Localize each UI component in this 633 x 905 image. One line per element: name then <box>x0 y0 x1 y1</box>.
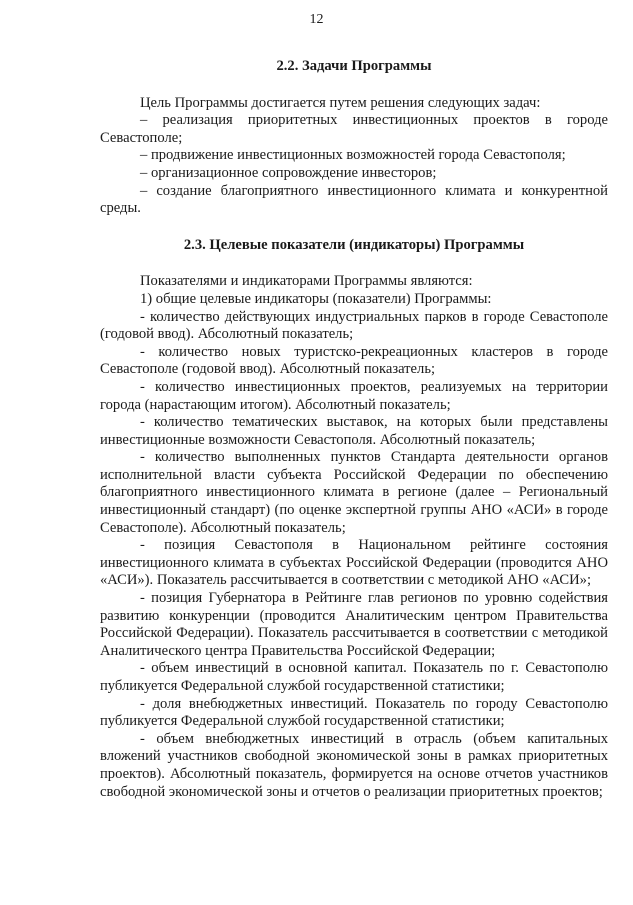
indicator-item: - позиция Губернатора в Рейтинге глав регионов по уровню содействия развитию конкуренции (проводится Аналитическим центром Правительства Российской Федерации). Показатель рассчитывается в соответствии с методикой Аналитического центра Правительства Российской Федерации; <box>100 590 608 659</box>
indicator-item: - объем внебюджетных инвестиций в отрасль (объем капитальных вложений участников свободной экономической зоны в рамках приоритетных проектов). Абсолютный показатель, формируется на основе отчетов участников свободной экономической зоны и отчетов о реализации приоритетных проектов; <box>100 730 608 800</box>
task-item: – продвижение инвестиционных возможностей города Севастополя; <box>140 147 566 164</box>
indicator-item: - объем инвестиций в основной капитал. Показатель по г. Севастополю публикуется Федеральной службой государственной статистики; <box>100 660 608 694</box>
section-heading-tasks: 2.2. Задачи Программы <box>276 58 432 74</box>
task-item: – организационное сопровождение инвесторов; <box>140 164 437 181</box>
indicator-item: - доля внебюджетных инвестиций. Показатель по городу Севастополю публикуется Федеральной службой государственной статистики; <box>100 695 608 730</box>
task-item: – реализация приоритетных инвестиционных проектов в городе Севастополе; <box>100 112 608 146</box>
indicators-subheading: 1) общие целевые индикаторы (показатели) Программы: <box>140 290 492 307</box>
indicator-item: - количество действующих индустриальных парков в городе Севастополе (годовой ввод). Абсолютный показатель; <box>100 308 608 343</box>
section-heading-indicators: 2.3. Целевые показатели (индикаторы) Программы <box>183 236 525 253</box>
indicator-item: - количество тематических выставок, на которых были представлены инвестиционные возможности Севастополя. Абсолютный показатель; <box>100 414 608 448</box>
indicator-item: - позиция Севастополя в Национальном рейтинге состояния инвестиционного климата в субъектах Российской Федерации (проводится АНО «АСИ»). Показатель рассчитывается в соответствии с методикой АНО «АСИ»; <box>100 537 608 589</box>
page-number: 12 <box>309 12 324 27</box>
indicator-item: - количество выполненных пунктов Стандарта деятельности органов исполнительной власти субъекта Российской Федерации по обеспечению благоприятного инвестиционного климата в регионе (далее – Региональный инвестиционный стандарт) (по оценке экспертной группы АНО «АСИ» в городе Севастополе). Абсолютный показатель; <box>100 449 608 536</box>
indicator-item: - количество новых туристско-рекреационных кластеров в городе Севастополе (годовой ввод). Абсолютный показатель; <box>100 343 608 378</box>
tasks-intro: Цель Программы достигается путем решения следующих задач: <box>140 94 541 111</box>
page-content <box>100 58 608 801</box>
task-item: – создание благоприятного инвестиционного климата и конкурентной среды. <box>100 182 608 217</box>
indicator-item: - количество инвестиционных проектов, реализуемых на территории города (нарастающим итогом). Абсолютный показатель; <box>100 378 608 413</box>
indicators-intro: Показателями и индикаторами Программы являются: <box>140 273 473 290</box>
